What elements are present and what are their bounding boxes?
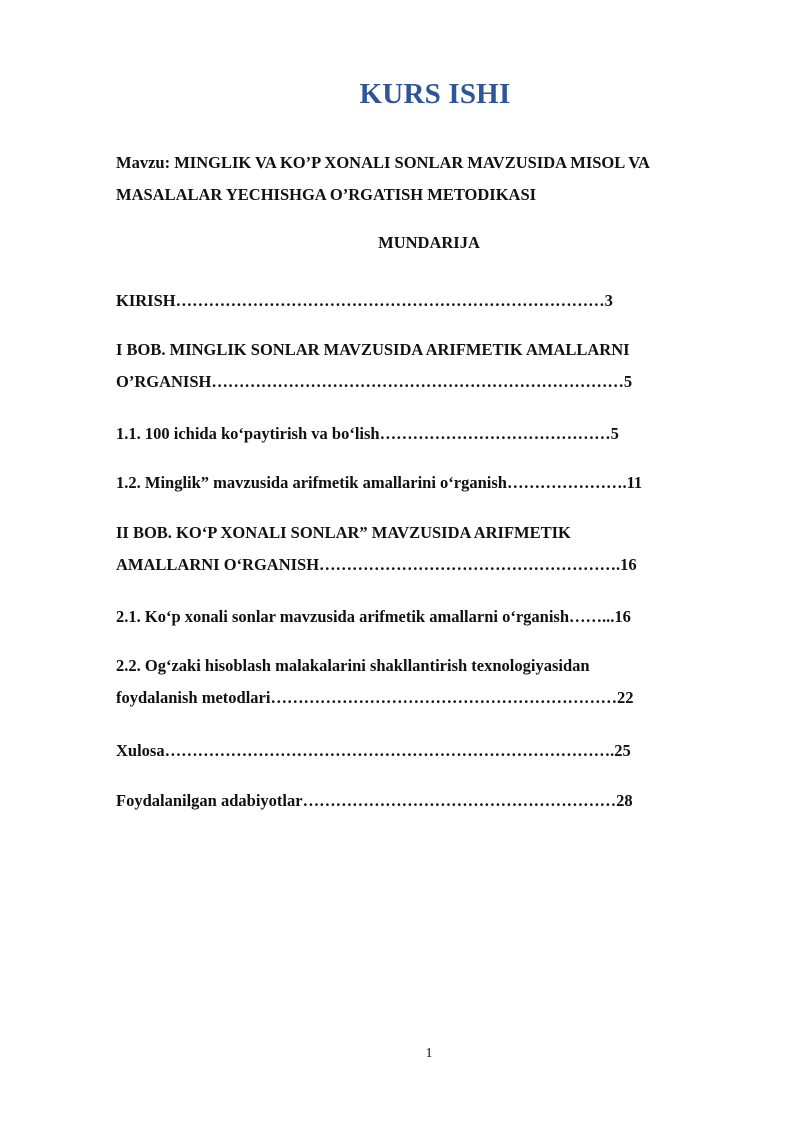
toc-entry-section-2-1	[116, 601, 756, 633]
toc-entry-line: I BOB. MINGLIK SONLAR MAVZUSIDA ARIFMETIK AMALLARNI	[116, 340, 630, 359]
toc-entry-line: 2.1. Ko‘p xonali sonlar mavzusida arifmetik amallarni o‘rganish……...16	[116, 607, 631, 626]
page-number: 1	[425, 1046, 433, 1061]
toc-entry-line: foydalanish metodlari………………………………………………………22	[116, 688, 634, 707]
toc-entry-line: 1.2. Minglik” mavzusida arifmetik amallarini o‘rganish………………….11	[116, 473, 643, 492]
toc-entry-bibliography	[116, 785, 756, 817]
toc-entry-line: AMALLARNI O‘RGANISH……………………………………………….16	[116, 555, 637, 574]
toc-heading: MUNDARIJA	[378, 233, 480, 252]
toc-entry-line: 1.1. 100 ichida ko‘paytirish va bo‘lish……………………………………5	[116, 424, 619, 443]
toc-entry-line: Xulosa……………………………………………………………………….25	[116, 741, 631, 760]
toc-entry-line: 2.2. Og‘zaki hisoblash malakalarini shakllantirish texnologiyasidan	[116, 656, 590, 675]
document-title: KURS ISHI	[359, 78, 511, 110]
toc-entry-section-1-1	[116, 418, 756, 450]
toc-entry-line: II BOB. KO‘P XONALI SONLAR” MAVZUSIDA ARIFMETIK	[116, 523, 571, 542]
toc-entry-kirish	[116, 285, 756, 317]
toc-entry-chapter-1	[116, 334, 756, 398]
toc-entry-line: KIRISH……………………………………………………………………3	[116, 291, 613, 310]
topic-line-2: MASALALAR YECHISHGA O’RGATISH METODIKASI	[116, 185, 537, 204]
toc-entry-line: Foydalanilgan adabiyotlar…………………………………………………28	[116, 791, 633, 810]
toc-entry-section-2-2	[116, 650, 756, 714]
topic-block	[116, 147, 756, 211]
toc-entry-line: O’RGANISH…………………………………………………………………5	[116, 372, 633, 391]
toc-entry-section-1-2	[116, 467, 756, 499]
topic-line-1: Mavzu: MINGLIK VA KO’P XONALI SONLAR MAVZUSIDA MISOL VA	[116, 153, 650, 172]
toc-entry-chapter-2	[116, 517, 756, 581]
toc-entry-xulosa	[116, 735, 756, 767]
